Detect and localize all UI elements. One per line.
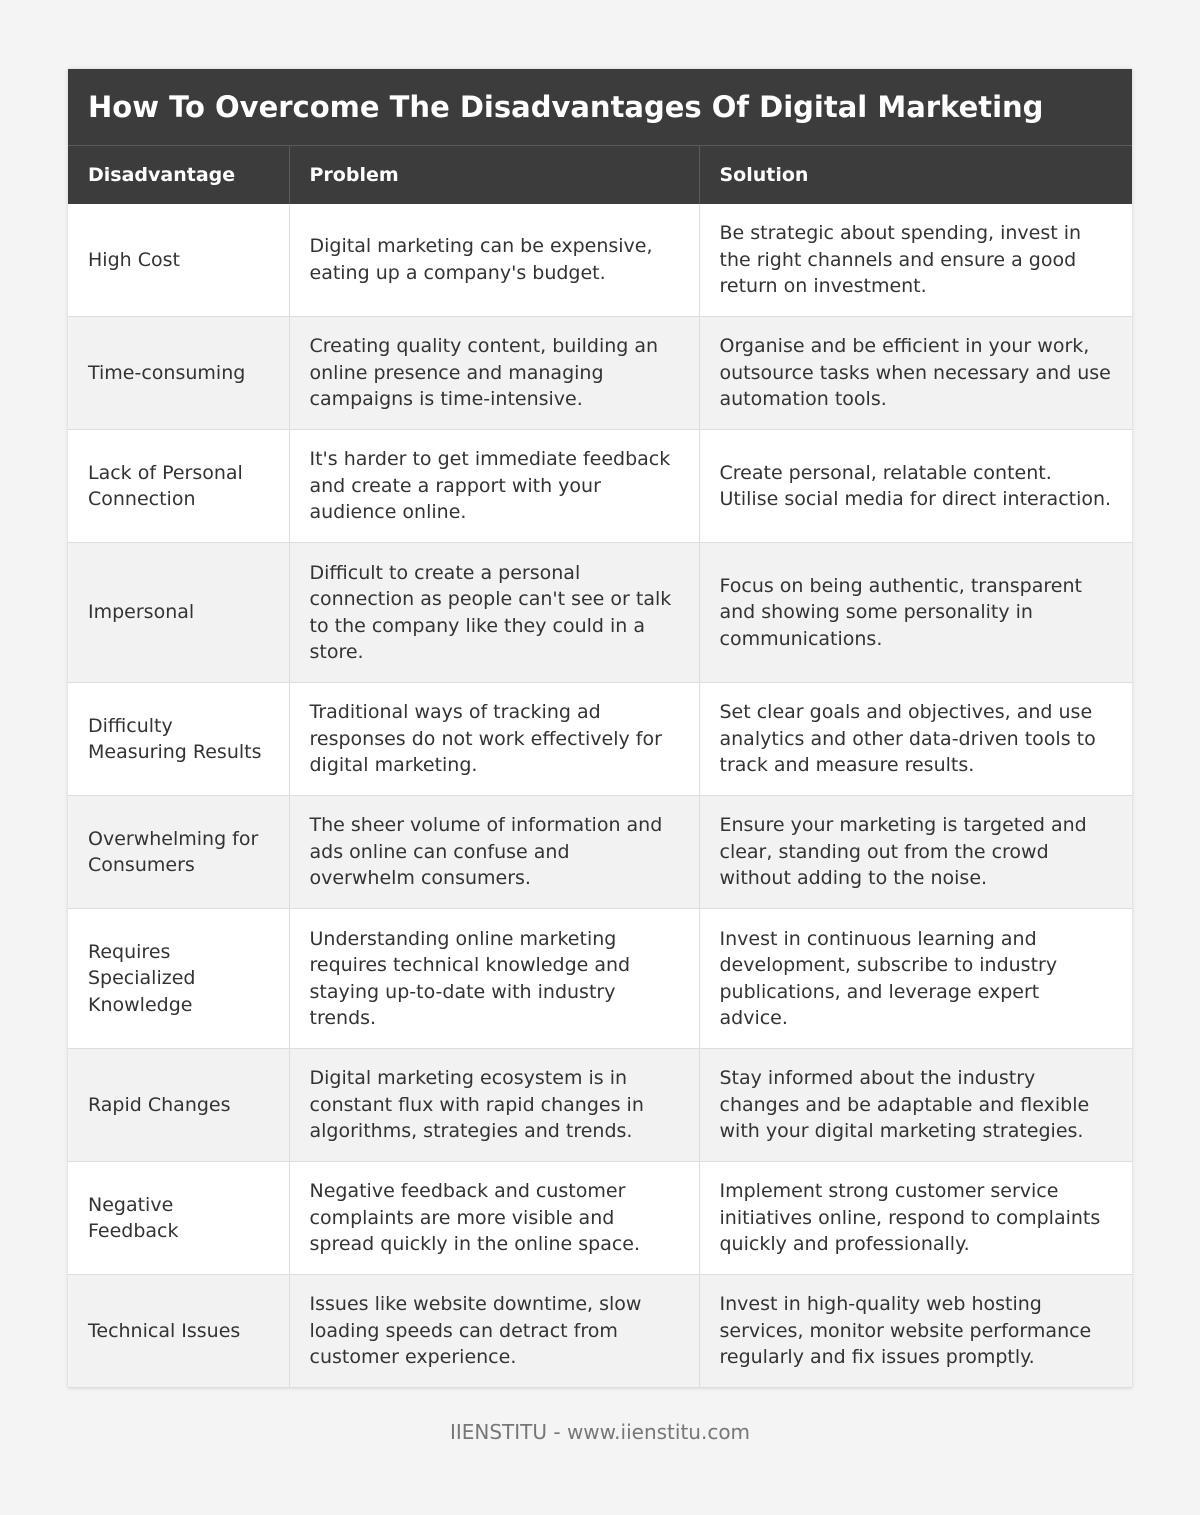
cell-problem: Digital marketing ecosystem is in constant flux with rapid changes in algorithms, strategies and trends.: [289, 1049, 699, 1162]
column-header-disadvantage: Disadvantage: [68, 146, 289, 204]
header-row: [68, 146, 1132, 204]
cell-problem: Issues like website downtime, slow loading speeds can detract from customer experience.: [289, 1275, 699, 1388]
cell-problem: Creating quality content, building an online presence and managing campaigns is time-intensive.: [289, 317, 699, 430]
cell-problem: Traditional ways of tracking ad responses do not work effectively for digital marketing.: [289, 683, 699, 796]
table-row: [68, 796, 1132, 909]
cell-disadvantage: Impersonal: [68, 543, 289, 683]
cell-disadvantage: Overwhelming for Consumers: [68, 796, 289, 909]
table-title: How To Overcome The Disadvantages Of Digital Marketing: [88, 90, 1044, 124]
footer-credit: IIENSTITU - www.iienstitu.com: [449, 1420, 751, 1444]
column-header-solution: Solution: [699, 146, 1132, 204]
cell-problem: Digital marketing can be expensive, eating up a company's budget.: [289, 204, 699, 317]
table-row: [68, 204, 1132, 317]
cell-solution: Stay informed about the industry changes and be adaptable and flexible with your digital marketing strategies.: [699, 1049, 1132, 1162]
table-row: [68, 430, 1132, 543]
table-row: [68, 543, 1132, 683]
cell-problem: The sheer volume of information and ads online can confuse and overwhelm consumers.: [289, 796, 699, 909]
cell-disadvantage: Negative Feedback: [68, 1162, 289, 1275]
disadvantages-table: [68, 145, 1132, 1388]
cell-disadvantage: Lack of Personal Connection: [68, 430, 289, 543]
cell-problem: Negative feedback and customer complaints are more visible and spread quickly in the online space.: [289, 1162, 699, 1275]
cell-disadvantage: Requires Specialized Knowledge: [68, 909, 289, 1049]
column-header-problem: Problem: [289, 146, 699, 204]
cell-solution: Focus on being authentic, transparent and showing some personality in communications.: [699, 543, 1132, 683]
table-card: [68, 69, 1132, 1388]
cell-disadvantage: Time-consuming: [68, 317, 289, 430]
table-row: [68, 1162, 1132, 1275]
table-row: [68, 1275, 1132, 1388]
cell-disadvantage: High Cost: [68, 204, 289, 317]
cell-disadvantage: Technical Issues: [68, 1275, 289, 1388]
cell-problem: Understanding online marketing requires technical knowledge and staying up-to-date with industry trends.: [289, 909, 699, 1049]
cell-solution: Be strategic about spending, invest in the right channels and ensure a good return on investment.: [699, 204, 1132, 317]
cell-solution: Set clear goals and objectives, and use analytics and other data-driven tools to track and measure results.: [699, 683, 1132, 796]
cell-solution: Create personal, relatable content. Utilise social media for direct interaction.: [699, 430, 1132, 543]
cell-solution: Ensure your marketing is targeted and clear, standing out from the crowd without adding to the noise.: [699, 796, 1132, 909]
cell-solution: Organise and be efficient in your work, outsource tasks when necessary and use automation tools.: [699, 317, 1132, 430]
cell-disadvantage: Rapid Changes: [68, 1049, 289, 1162]
cell-solution: Implement strong customer service initiatives online, respond to complaints quickly and professionally.: [699, 1162, 1132, 1275]
table-row: [68, 317, 1132, 430]
cell-problem: Difficult to create a personal connection as people can't see or talk to the company like they could in a store.: [289, 543, 699, 683]
table-row: [68, 1049, 1132, 1162]
cell-solution: Invest in continuous learning and development, subscribe to industry publications, and leverage expert advice.: [699, 909, 1132, 1049]
cell-problem: It's harder to get immediate feedback and create a rapport with your audience online.: [289, 430, 699, 543]
cell-solution: Invest in high-quality web hosting services, monitor website performance regularly and fix issues promptly.: [699, 1275, 1132, 1388]
cell-disadvantage: Difficulty Measuring Results: [68, 683, 289, 796]
table-row: [68, 909, 1132, 1049]
table-row: [68, 683, 1132, 796]
title-bar: [68, 69, 1132, 145]
